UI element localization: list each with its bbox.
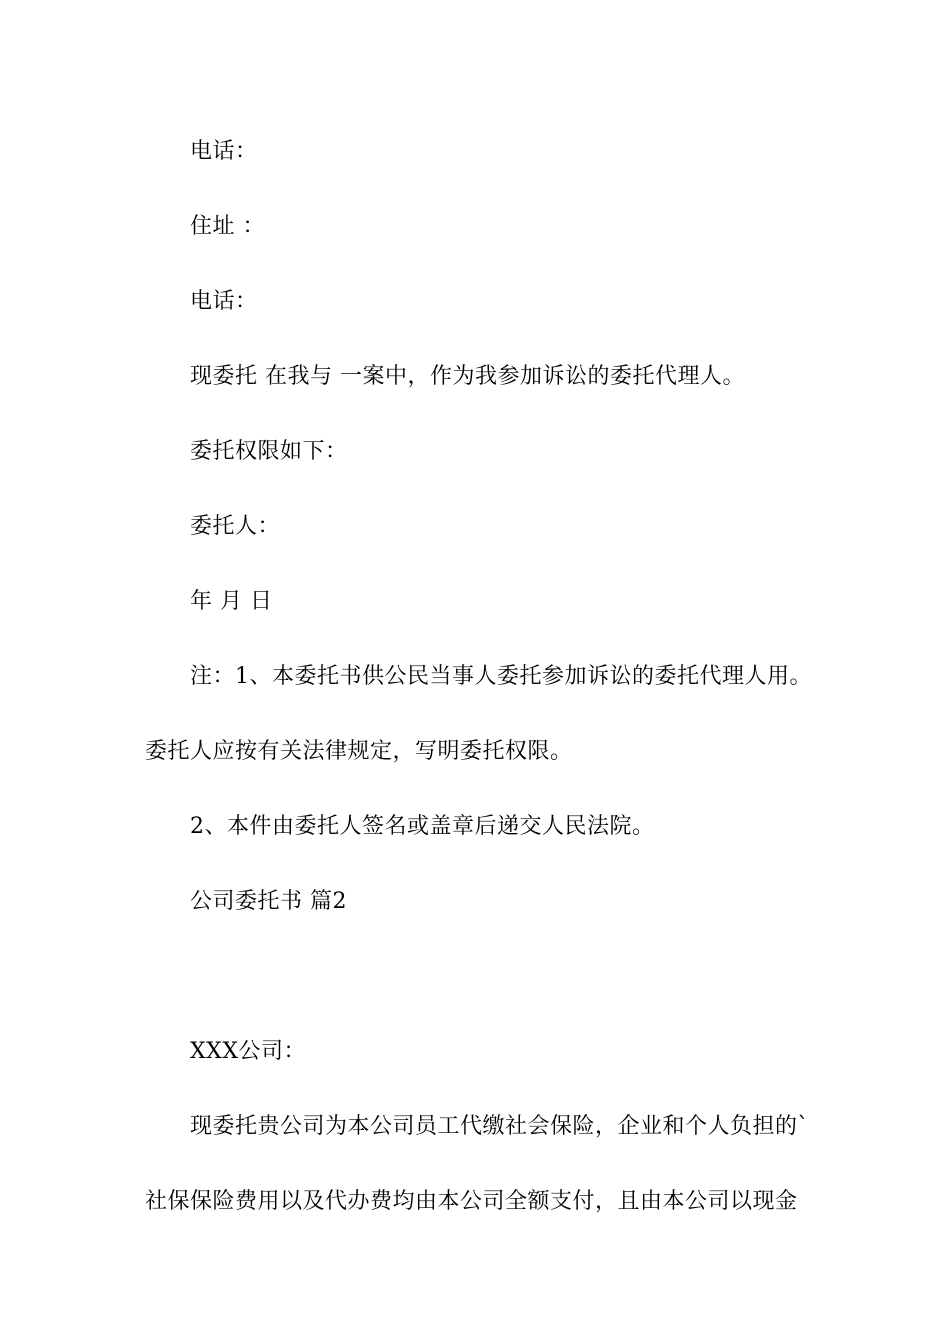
principal-signature-line: 委托人： bbox=[190, 514, 281, 539]
addressee-line: XXX公司： bbox=[190, 1039, 306, 1064]
entrust-statement: 现委托 在我与 一案中，作为我参加诉讼的委托代理人。 bbox=[190, 364, 745, 389]
body-paragraph-line-1: 现委托贵公司为本公司员工代缴社会保险，企业和个人负担的` bbox=[190, 1114, 810, 1139]
phone-line-2: 电话： bbox=[190, 289, 258, 314]
note-2: 2、本件由委托人签名或盖章后递交人民法院。 bbox=[190, 814, 655, 839]
address-line: 住址 ： bbox=[190, 214, 265, 239]
authority-heading: 委托权限如下： bbox=[190, 439, 348, 464]
body-paragraph-line-2: 社保保险费用以及代办费均由本公司全额支付，且由本公司以现金 bbox=[145, 1189, 798, 1214]
phone-line-1: 电话： bbox=[190, 139, 258, 164]
date-line: 年 月 日 bbox=[190, 589, 273, 614]
note-1-continued: 委托人应按有关法律规定，写明委托权限。 bbox=[145, 739, 573, 764]
note-1: 注：1、本委托书供公民当事人委托参加诉讼的委托代理人用。 bbox=[190, 664, 812, 689]
section-heading: 公司委托书 篇2 bbox=[190, 889, 347, 914]
